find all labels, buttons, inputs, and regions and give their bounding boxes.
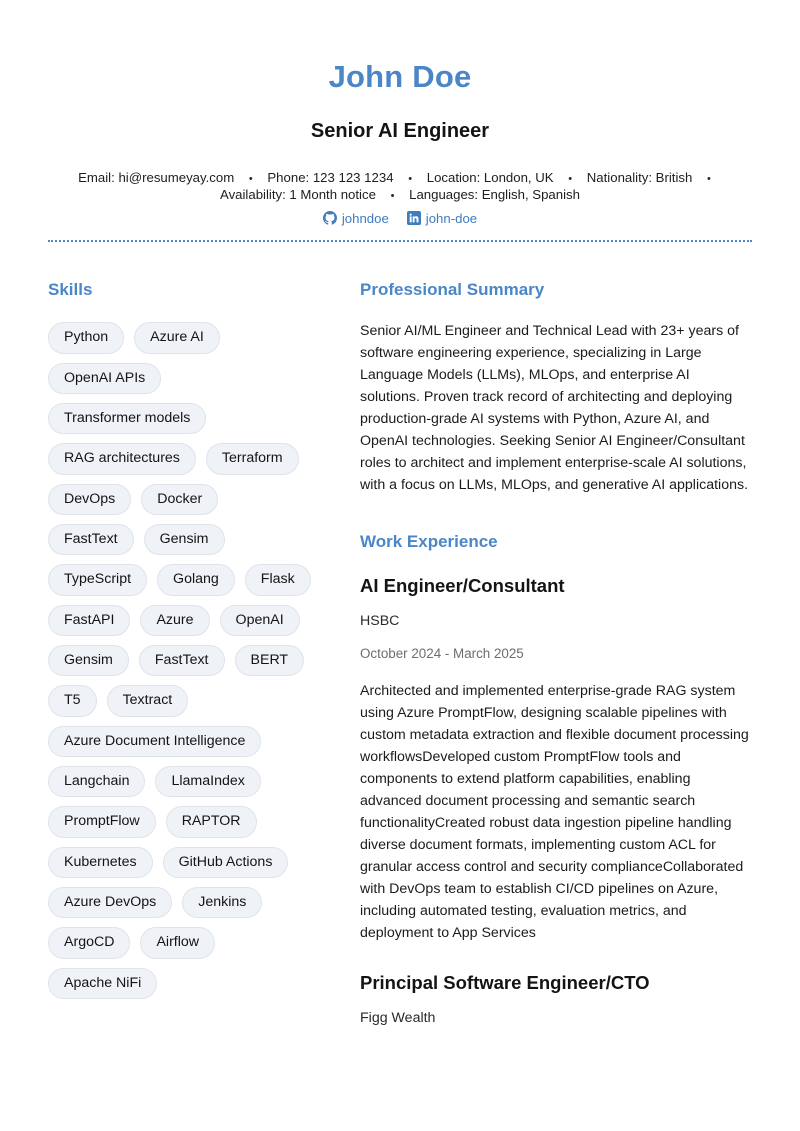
github-link[interactable] — [323, 211, 389, 226]
social-links-row — [48, 211, 752, 226]
skill-tag: Golang — [157, 564, 235, 595]
contact-separator: • — [390, 189, 395, 202]
skill-tag: Transformer models — [48, 403, 206, 434]
contact-separator: • — [248, 172, 253, 185]
job-dates: October 2024 - March 2025 — [360, 646, 524, 662]
skill-tag: FastText — [139, 645, 225, 676]
skill-tag: Python — [48, 322, 124, 353]
skill-tag: Kubernetes — [48, 847, 153, 878]
skill-tag: Airflow — [140, 927, 215, 958]
work-section-title: Work Experience — [360, 532, 498, 552]
skill-tag: Azure DevOps — [48, 887, 172, 918]
skill-tag: FastAPI — [48, 605, 130, 636]
skill-tag: RAG architectures — [48, 443, 196, 474]
job-company: Figg Wealth — [360, 1010, 436, 1026]
skill-tag: PromptFlow — [48, 806, 156, 837]
skill-tag: LlamaIndex — [155, 766, 260, 797]
skill-tag: TypeScript — [48, 564, 147, 595]
skill-tag: BERT — [235, 645, 305, 676]
contact-separator: • — [707, 172, 711, 185]
job-role: Principal Software Engineer/CTO — [360, 971, 650, 993]
skill-tag: GitHub Actions — [163, 847, 289, 878]
contact-nationality: Nationality: British — [586, 170, 693, 186]
skills-section-title: Skills — [48, 279, 93, 299]
linkedin-icon — [407, 211, 421, 225]
candidate-job-title: Senior AI Engineer — [310, 120, 490, 143]
job-role: AI Engineer/Consultant — [360, 574, 565, 596]
skill-tag: ArgoCD — [48, 927, 130, 958]
skill-tag: Langchain — [48, 766, 145, 797]
job-company: HSBC — [360, 612, 400, 629]
job-description: Architected and implemented enterprise-grade RAG system using Azure PromptFlow, designing scalable pipelines with custom metadata extraction and flexible document processing workflowsDeveloped custom PromptFlow tools and components to extend platform capabilities, enabling advanced document processing and semantic search functionalityCreated robust data ingestion pipeline handling diverse document formats, implementing custom ACL for granular access control and security complianceCollaborated with DevOps team to establish CI/CD pipelines on Azure, including automated testing, evaluation metrics, and deployment to App Services — [360, 682, 749, 941]
skill-tag: Azure — [140, 605, 209, 636]
summary-section-title: Professional Summary — [360, 279, 545, 299]
github-icon — [323, 211, 337, 225]
skill-tag: Flask — [245, 564, 311, 595]
skill-tag: OpenAI — [220, 605, 300, 636]
contact-info-line — [50, 170, 750, 204]
linkedin-link[interactable] — [407, 211, 477, 226]
skill-tag: T5 — [48, 685, 97, 716]
header-divider — [48, 240, 752, 242]
skill-tag: Docker — [141, 484, 218, 515]
skill-tag: FastText — [48, 524, 134, 555]
contact-location: Location: London, UK — [426, 170, 554, 186]
work-entry — [360, 972, 752, 1028]
contact-email: Email: hi@resumeyay.com — [78, 170, 235, 186]
candidate-name: John Doe — [328, 59, 472, 94]
skill-tag: Gensim — [144, 524, 225, 555]
skill-tag: Apache NiFi — [48, 968, 157, 999]
contact-phone: Phone: 123 123 1234 — [267, 170, 394, 186]
github-username: johndoe — [341, 210, 389, 226]
contact-separator: • — [568, 172, 573, 185]
work-entry — [360, 575, 752, 944]
contact-separator: • — [408, 172, 413, 185]
skill-tag: Azure Document Intelligence — [48, 726, 261, 757]
skill-tag: RAPTOR — [166, 806, 257, 837]
resume-body — [48, 280, 752, 1027]
resume-header — [48, 58, 752, 242]
skill-tag: Gensim — [48, 645, 129, 676]
skills-tag-list — [48, 322, 312, 999]
linkedin-username: john-doe — [425, 210, 478, 226]
summary-text: Senior AI/ML Engineer and Technical Lead with 23+ years of software engineering experience, specializing in Large Language Models (LLMs), MLOps, and enterprise AI solutions. Proven track record of architecting and deploying production-grade AI systems with Python, Azure AI, and OpenAI technologies. Seeking Senior AI Engineer/Consultant roles to architect and implement enterprise-scale AI solutions, with a focus on LLMs, MLOps, and generative AI applications. — [360, 323, 749, 494]
skill-tag: Jenkins — [182, 887, 262, 918]
skill-tag: OpenAI APIs — [48, 363, 161, 394]
skill-tag: Azure AI — [134, 322, 220, 353]
contact-availability: Availability: 1 Month notice — [220, 187, 376, 203]
skill-tag: Terraform — [206, 443, 299, 474]
contact-languages: Languages: English, Spanish — [409, 187, 580, 203]
skills-column — [48, 280, 330, 999]
main-column — [330, 280, 752, 1027]
skill-tag: DevOps — [48, 484, 131, 515]
skill-tag: Textract — [107, 685, 189, 716]
